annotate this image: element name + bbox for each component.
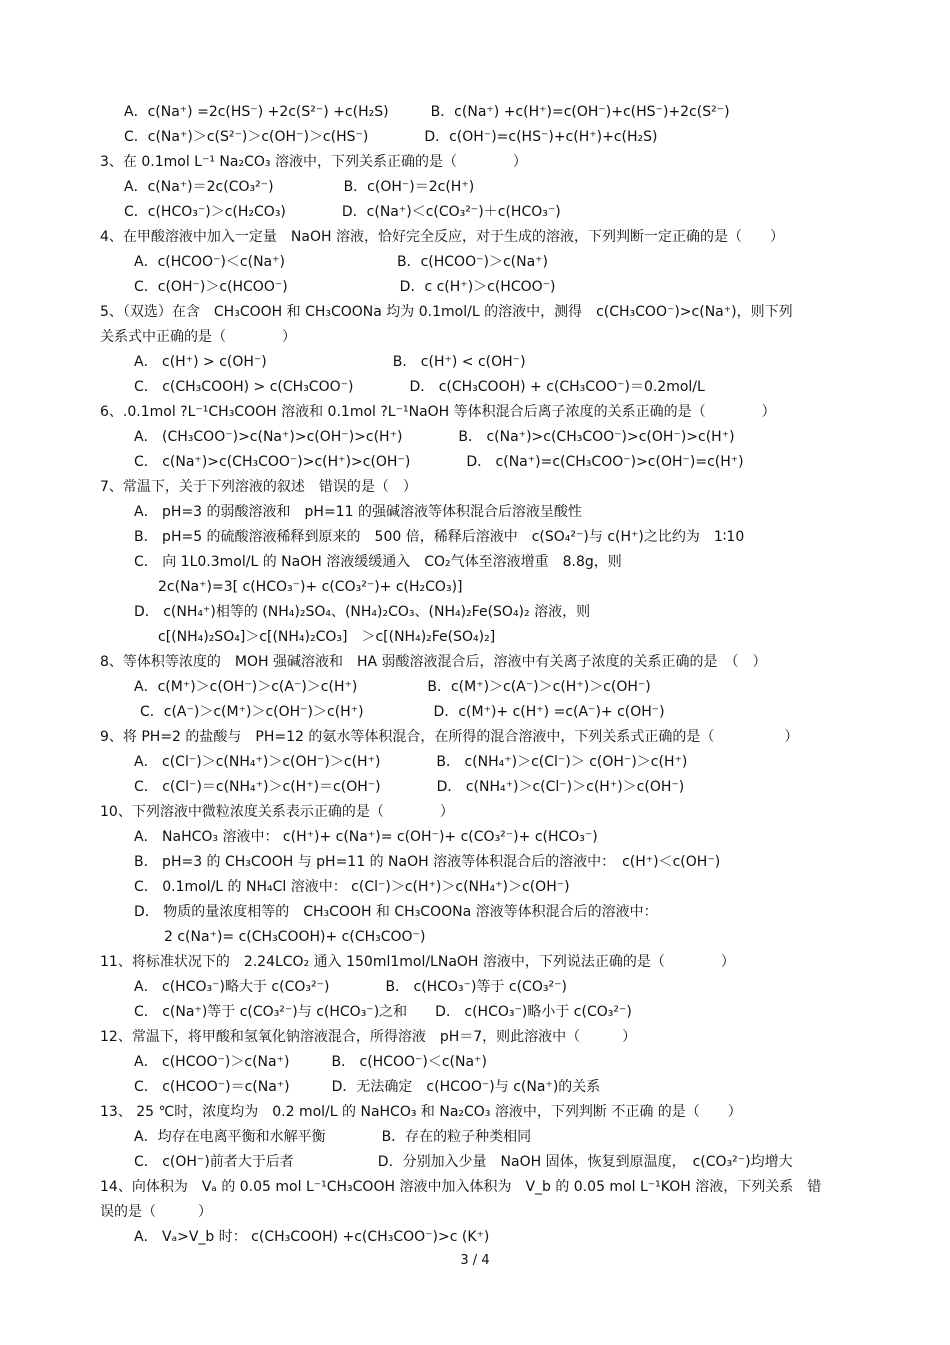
text-line: B． pH=3 的 CH₃COOH 与 pH=11 的 NaOH 溶液等体积混合后的溶液中： c(H⁺)＜c(OH⁻) bbox=[134, 854, 721, 870]
text-line: C． c(Na⁺)>c(CH₃COO⁻)>c(H⁺)>c(OH⁻) D． c(Na⁺)=c(CH₃COO⁻)>c(OH⁻)=c(H⁺) bbox=[134, 454, 744, 470]
text-line: 12、常温下，将甲酸和氢氧化钠溶液混合，所得溶液 pH＝7，则此溶液中（ ） bbox=[100, 1029, 637, 1045]
text-line: A． pH=3 的弱酸溶液和 pH=11 的强碱溶液等体积混合后溶液呈酸性 bbox=[134, 504, 582, 520]
text-line: C．c(A⁻)＞c(M⁺)＞c(OH⁻)＞c(H⁺) D．c(M⁺)+ c(H⁺) =c(A⁻)+ c(OH⁻) bbox=[140, 704, 665, 720]
text-line: 3、在 0.1mol L⁻¹ Na₂CO₃ 溶液中，下列关系正确的是（ ） bbox=[100, 154, 527, 170]
text-line: 误的是（ ） bbox=[100, 1204, 212, 1220]
text-line: C．c(HCO₃⁻)＞c(H₂CO₃) D．c(Na⁺)＜c(CO₃²⁻)＋c(HCO₃⁻) bbox=[124, 204, 561, 220]
text-line: 10、下列溶液中微粒浓度关系表示正确的是（ ） bbox=[100, 804, 454, 820]
text-line: A．c(M⁺)＞c(OH⁻)＞c(A⁻)＞c(H⁺) B．c(M⁺)＞c(A⁻)＞c(H⁺)＞c(OH⁻) bbox=[134, 679, 651, 695]
text-line: C． c(Na⁺)等于 c(CO₃²⁻)与 c(HCO₃⁻)之和 D． c(HCO₃⁻)略小于 c(CO₃²⁻) bbox=[134, 1004, 632, 1020]
text-line: A．c(Na⁺) =2c(HS⁻) +2c(S²⁻) +c(H₂S) B．c(Na⁺) +c(H⁺)=c(OH⁻)+c(HS⁻)+2c(S²⁻) bbox=[124, 104, 730, 120]
text-line: 13、 25 ℃时，浓度均为 0.2 mol/L 的 NaHCO₃ 和 Na₂CO₃ 溶液中，下列判断 不正确 的是（ ） bbox=[100, 1104, 742, 1120]
text-line: 5、（双选）在含 CH₃COOH 和 CH₃COONa 均为 0.1mol/L 的溶液中，测得 c(CH₃COO⁻)>c(Na⁺)，则下列 bbox=[100, 304, 793, 320]
page-number: 3 / 4 bbox=[460, 1253, 490, 1268]
text-line: C． c(OH⁻)前者大于后者 D．分别加入少量 NaOH 固体，恢复到原温度， c(CO₃²⁻)均增大 bbox=[134, 1154, 793, 1170]
text-line: 6、.0.1mol ?L⁻¹CH₃COOH 溶液和 0.1mol ?L⁻¹NaOH 等体积混合后离子浓度的关系正确的是（ ） bbox=[100, 404, 776, 420]
text-line: A．c(HCOO⁻)＜c(Na⁺) B．c(HCOO⁻)＞c(Na⁺) bbox=[134, 254, 549, 270]
text-line: A． c(H⁺) > c(OH⁻) B． c(H⁺) < c(OH⁻) bbox=[134, 354, 526, 370]
text-line: C． 0.1mol/L 的 NH₄Cl 溶液中： c(Cl⁻)＞c(H⁺)＞c(NH₄⁺)＞c(OH⁻) bbox=[134, 879, 570, 895]
text-line: A．c(Na⁺)＝2c(CO₃²⁻) B．c(OH⁻)＝2c(H⁺) bbox=[124, 179, 475, 195]
text-line: 7、常温下，关于下列溶液的叙述 错误的是（ ） bbox=[100, 479, 417, 495]
text-line: D． c(NH₄⁺)相等的 (NH₄)₂SO₄、(NH₄)₂CO₃、(NH₄)₂Fe(SO₄)₂ 溶液，则 bbox=[134, 604, 591, 620]
text-line: C． c(HCOO⁻)＝c(Na⁺) D．无法确定 c(HCOO⁻)与 c(Na⁺)的关系 bbox=[134, 1079, 601, 1095]
text-line: C．c(Na⁺)＞c(S²⁻)＞c(OH⁻)＞c(HS⁻) D．c(OH⁻)=c(HS⁻)+c(H⁺)+c(H₂S) bbox=[124, 129, 658, 145]
text-line: 2 c(Na⁺)= c(CH₃COOH)+ c(CH₃COO⁻) bbox=[164, 929, 426, 945]
text-line: 关系式中正确的是（ ） bbox=[100, 329, 296, 345]
text-line: 4、在甲酸溶液中加入一定量 NaOH 溶液，恰好完全反应，对于生成的溶液，下列判断一定正确的是（ ） bbox=[100, 229, 784, 245]
text-line: 11、将标准状况下的 2.24LCO₂ 通入 150ml1mol/LNaOH 溶液中，下列说法正确的是（ ） bbox=[100, 954, 735, 970]
text-line: B． pH=5 的硫酸溶液稀释到原来的 500 倍，稀释后溶液中 c(SO₄²⁻)与 c(H⁺)之比约为 1∶10 bbox=[134, 529, 745, 545]
text-line: 14、向体积为 Vₐ 的 0.05 mol L⁻¹CH₃COOH 溶液中加入体积为 V_b 的 0.05 mol L⁻¹KOH 溶液，下列关系 错 bbox=[100, 1179, 822, 1195]
text-line: A． c(Cl⁻)＞c(NH₄⁺)＞c(OH⁻)＞c(H⁺) B． c(NH₄⁺)＞c(Cl⁻)＞ c(OH⁻)＞c(H⁺) bbox=[134, 754, 688, 770]
text-line: A． Vₐ>V_b 时： c(CH₃COOH) +c(CH₃COO⁻)>c (K⁺) bbox=[134, 1229, 490, 1245]
text-line: A． NaHCO₃ 溶液中： c(H⁺)+ c(Na⁺)= c(OH⁻)+ c(CO₃²⁻)+ c(HCO₃⁻) bbox=[134, 829, 598, 845]
text-line: 9、将 PH=2 的盐酸与 PH=12 的氨水等体积混合，在所得的混合溶液中，下列关系式正确的是（ ） bbox=[100, 729, 799, 745]
text-line: C． c(CH₃COOH) > c(CH₃COO⁻) D． c(CH₃COOH) + c(CH₃COO⁻)＝0.2mol/L bbox=[134, 379, 705, 395]
text-line: A． c(HCOO⁻)＞c(Na⁺) B． c(HCOO⁻)＜c(Na⁺) bbox=[134, 1054, 487, 1070]
text-line: C． 向 1L0.3mol/L 的 NaOH 溶液缓缓通入 CO₂气体至溶液增重 8.8g，则 bbox=[134, 554, 622, 570]
text-line: A． c(HCO₃⁻)略大于 c(CO₃²⁻) B． c(HCO₃⁻)等于 c(CO₃²⁻) bbox=[134, 979, 567, 995]
text-line: D． 物质的量浓度相等的 CH₃COOH 和 CH₃COONa 溶液等体积混合后的溶液中： bbox=[134, 904, 658, 920]
text-line: C． c(Cl⁻)＝c(NH₄⁺)＞c(H⁺)＝c(OH⁻) D． c(NH₄⁺)＞c(Cl⁻)＞c(H⁺)＞c(OH⁻) bbox=[134, 779, 685, 795]
text-line: 2c(Na⁺)=3[ c(HCO₃⁻)+ c(CO₃²⁻)+ c(H₂CO₃)] bbox=[158, 579, 463, 595]
text-line: A． (CH₃COO⁻)>c(Na⁺)>c(OH⁻)>c(H⁺) B． c(Na⁺)>c(CH₃COO⁻)>c(OH⁻)>c(H⁺) bbox=[134, 429, 735, 445]
text-line: 8、等体积等浓度的 MOH 强碱溶液和 HA 弱酸溶液混合后，溶液中有关离子浓度的关系正确的是 （ ） bbox=[100, 654, 767, 670]
text-line: A．均存在电离平衡和水解平衡 B．存在的粒子种类相同 bbox=[134, 1129, 532, 1145]
text-line: c[(NH₄)₂SO₄]＞c[(NH₄)₂CO₃] ＞c[(NH₄)₂Fe(SO₄)₂] bbox=[158, 629, 496, 645]
text-line: C．c(OH⁻)＞c(HCOO⁻) D．c c(H⁺)＞c(HCOO⁻) bbox=[134, 279, 556, 295]
